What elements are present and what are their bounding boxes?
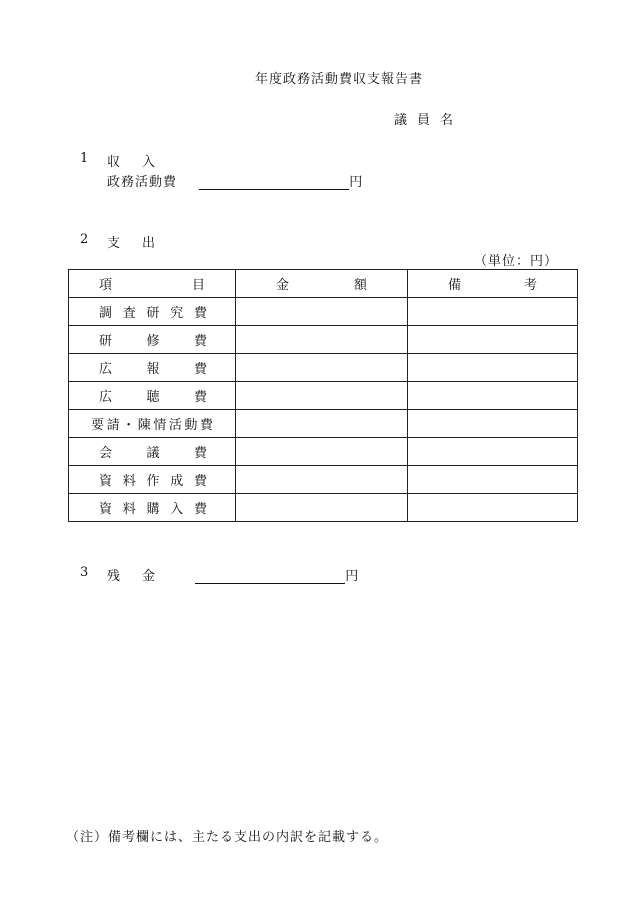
expense-item-cell	[69, 494, 236, 522]
table-row	[69, 354, 578, 382]
expense-item-cell	[69, 466, 236, 494]
expense-note-cell[interactable]	[408, 494, 578, 522]
expense-item-label	[69, 470, 235, 489]
balance-unit: 円	[345, 569, 359, 584]
expense-item-char: 購	[146, 502, 160, 517]
expense-item-char: 費	[193, 362, 207, 377]
expense-item-char: 費	[193, 446, 207, 461]
table-row	[69, 410, 578, 438]
expense-note-cell[interactable]	[408, 326, 578, 354]
expense-section-number: 2	[80, 232, 89, 247]
expense-item-label	[69, 386, 235, 405]
expense-item-char: 報	[146, 362, 160, 377]
expense-item-char: 広	[99, 362, 113, 377]
expense-item-char: 請	[106, 418, 120, 433]
header-item-char: 項	[99, 278, 113, 293]
expense-table	[68, 269, 578, 522]
expense-item-char: 費	[193, 306, 207, 321]
expense-item-char: 陳	[137, 418, 151, 433]
expense-item-char: 調	[99, 306, 113, 321]
expense-item-char: ・	[122, 418, 136, 433]
header-note-char: 考	[523, 278, 537, 293]
expense-item-char: 成	[170, 474, 184, 489]
header-item-char: 目	[191, 278, 205, 293]
expense-item-char: 料	[122, 502, 136, 517]
expense-item-cell	[69, 438, 236, 466]
expense-item-char: 要	[91, 418, 105, 433]
table-row	[69, 326, 578, 354]
income-section-number: 1	[80, 151, 89, 166]
income-item-label: 政務活動費	[107, 175, 178, 190]
expense-item-char: 費	[193, 474, 207, 489]
expense-item-char: 研	[146, 306, 160, 321]
expense-item-char: 費	[193, 502, 207, 517]
expense-item-cell	[69, 382, 236, 410]
expense-item-label	[69, 302, 235, 321]
unit-note: （単位：円）	[474, 254, 559, 269]
expense-item-label	[69, 498, 235, 517]
expense-amount-cell[interactable]	[236, 354, 408, 382]
expense-note-cell[interactable]	[408, 298, 578, 326]
balance-row	[107, 565, 358, 584]
expense-note-cell[interactable]	[408, 382, 578, 410]
table-row	[69, 466, 578, 494]
table-row	[69, 382, 578, 410]
expense-note-cell[interactable]	[408, 410, 578, 438]
document-title: 年度政務活動費収支報告書	[254, 72, 423, 87]
header-note-char: 備	[448, 278, 462, 293]
expense-item-char: 作	[146, 474, 160, 489]
expense-item-char: 究	[170, 306, 184, 321]
expense-section-label: 支出	[107, 236, 178, 251]
table-row	[69, 494, 578, 522]
expense-amount-cell[interactable]	[236, 466, 408, 494]
expense-item-label	[69, 358, 235, 377]
expense-item-char: 修	[146, 334, 160, 349]
expense-item-label	[69, 330, 235, 349]
expense-item-char: 入	[170, 502, 184, 517]
header-amount	[236, 270, 408, 298]
member-name-label: 議員名	[394, 113, 464, 128]
header-amount-char: 額	[353, 278, 367, 293]
expense-item-cell	[69, 410, 236, 438]
expense-note-cell[interactable]	[408, 466, 578, 494]
expense-item-char: 査	[122, 306, 136, 321]
expense-note-cell[interactable]	[408, 354, 578, 382]
expense-item-cell	[69, 326, 236, 354]
expense-item-label	[69, 414, 235, 433]
table-row	[69, 298, 578, 326]
expense-note-cell[interactable]	[408, 438, 578, 466]
income-section-label: 収入	[107, 155, 178, 170]
expense-item-char: 活	[168, 418, 182, 433]
expense-amount-cell[interactable]	[236, 410, 408, 438]
expense-amount-cell[interactable]	[236, 494, 408, 522]
expense-amount-cell[interactable]	[236, 298, 408, 326]
expense-amount-cell[interactable]	[236, 382, 408, 410]
expense-item-char: 議	[146, 446, 160, 461]
expense-table-header	[69, 270, 578, 298]
header-amount-char: 金	[276, 278, 290, 293]
expense-item-char: 情	[153, 418, 167, 433]
table-row	[69, 438, 578, 466]
expense-item-char: 料	[122, 474, 136, 489]
income-unit: 円	[349, 175, 363, 190]
expense-item-char: 費	[193, 334, 207, 349]
balance-section-label: 残金	[107, 569, 178, 584]
expense-item-char: 費	[193, 390, 207, 405]
expense-item-cell	[69, 354, 236, 382]
income-row	[107, 171, 362, 190]
header-note	[408, 270, 578, 298]
expense-amount-cell[interactable]	[236, 326, 408, 354]
income-amount-field[interactable]	[199, 175, 349, 190]
expense-item-char: 動	[184, 418, 198, 433]
expense-item-char: 会	[99, 446, 113, 461]
expense-item-char: 資	[99, 502, 113, 517]
balance-section-number: 3	[80, 565, 89, 580]
expense-item-char: 費	[199, 418, 213, 433]
footnote: （注）備考欄には、主たる支出の内訳を記載する。	[66, 830, 389, 845]
expense-item-char: 資	[99, 474, 113, 489]
expense-item-label	[69, 442, 235, 461]
balance-amount-field[interactable]	[195, 569, 345, 584]
expense-item-char: 聴	[146, 390, 160, 405]
expense-item-cell	[69, 298, 236, 326]
expense-item-char: 広	[99, 390, 113, 405]
expense-item-char: 研	[99, 334, 113, 349]
expense-amount-cell[interactable]	[236, 438, 408, 466]
header-item	[69, 270, 236, 298]
